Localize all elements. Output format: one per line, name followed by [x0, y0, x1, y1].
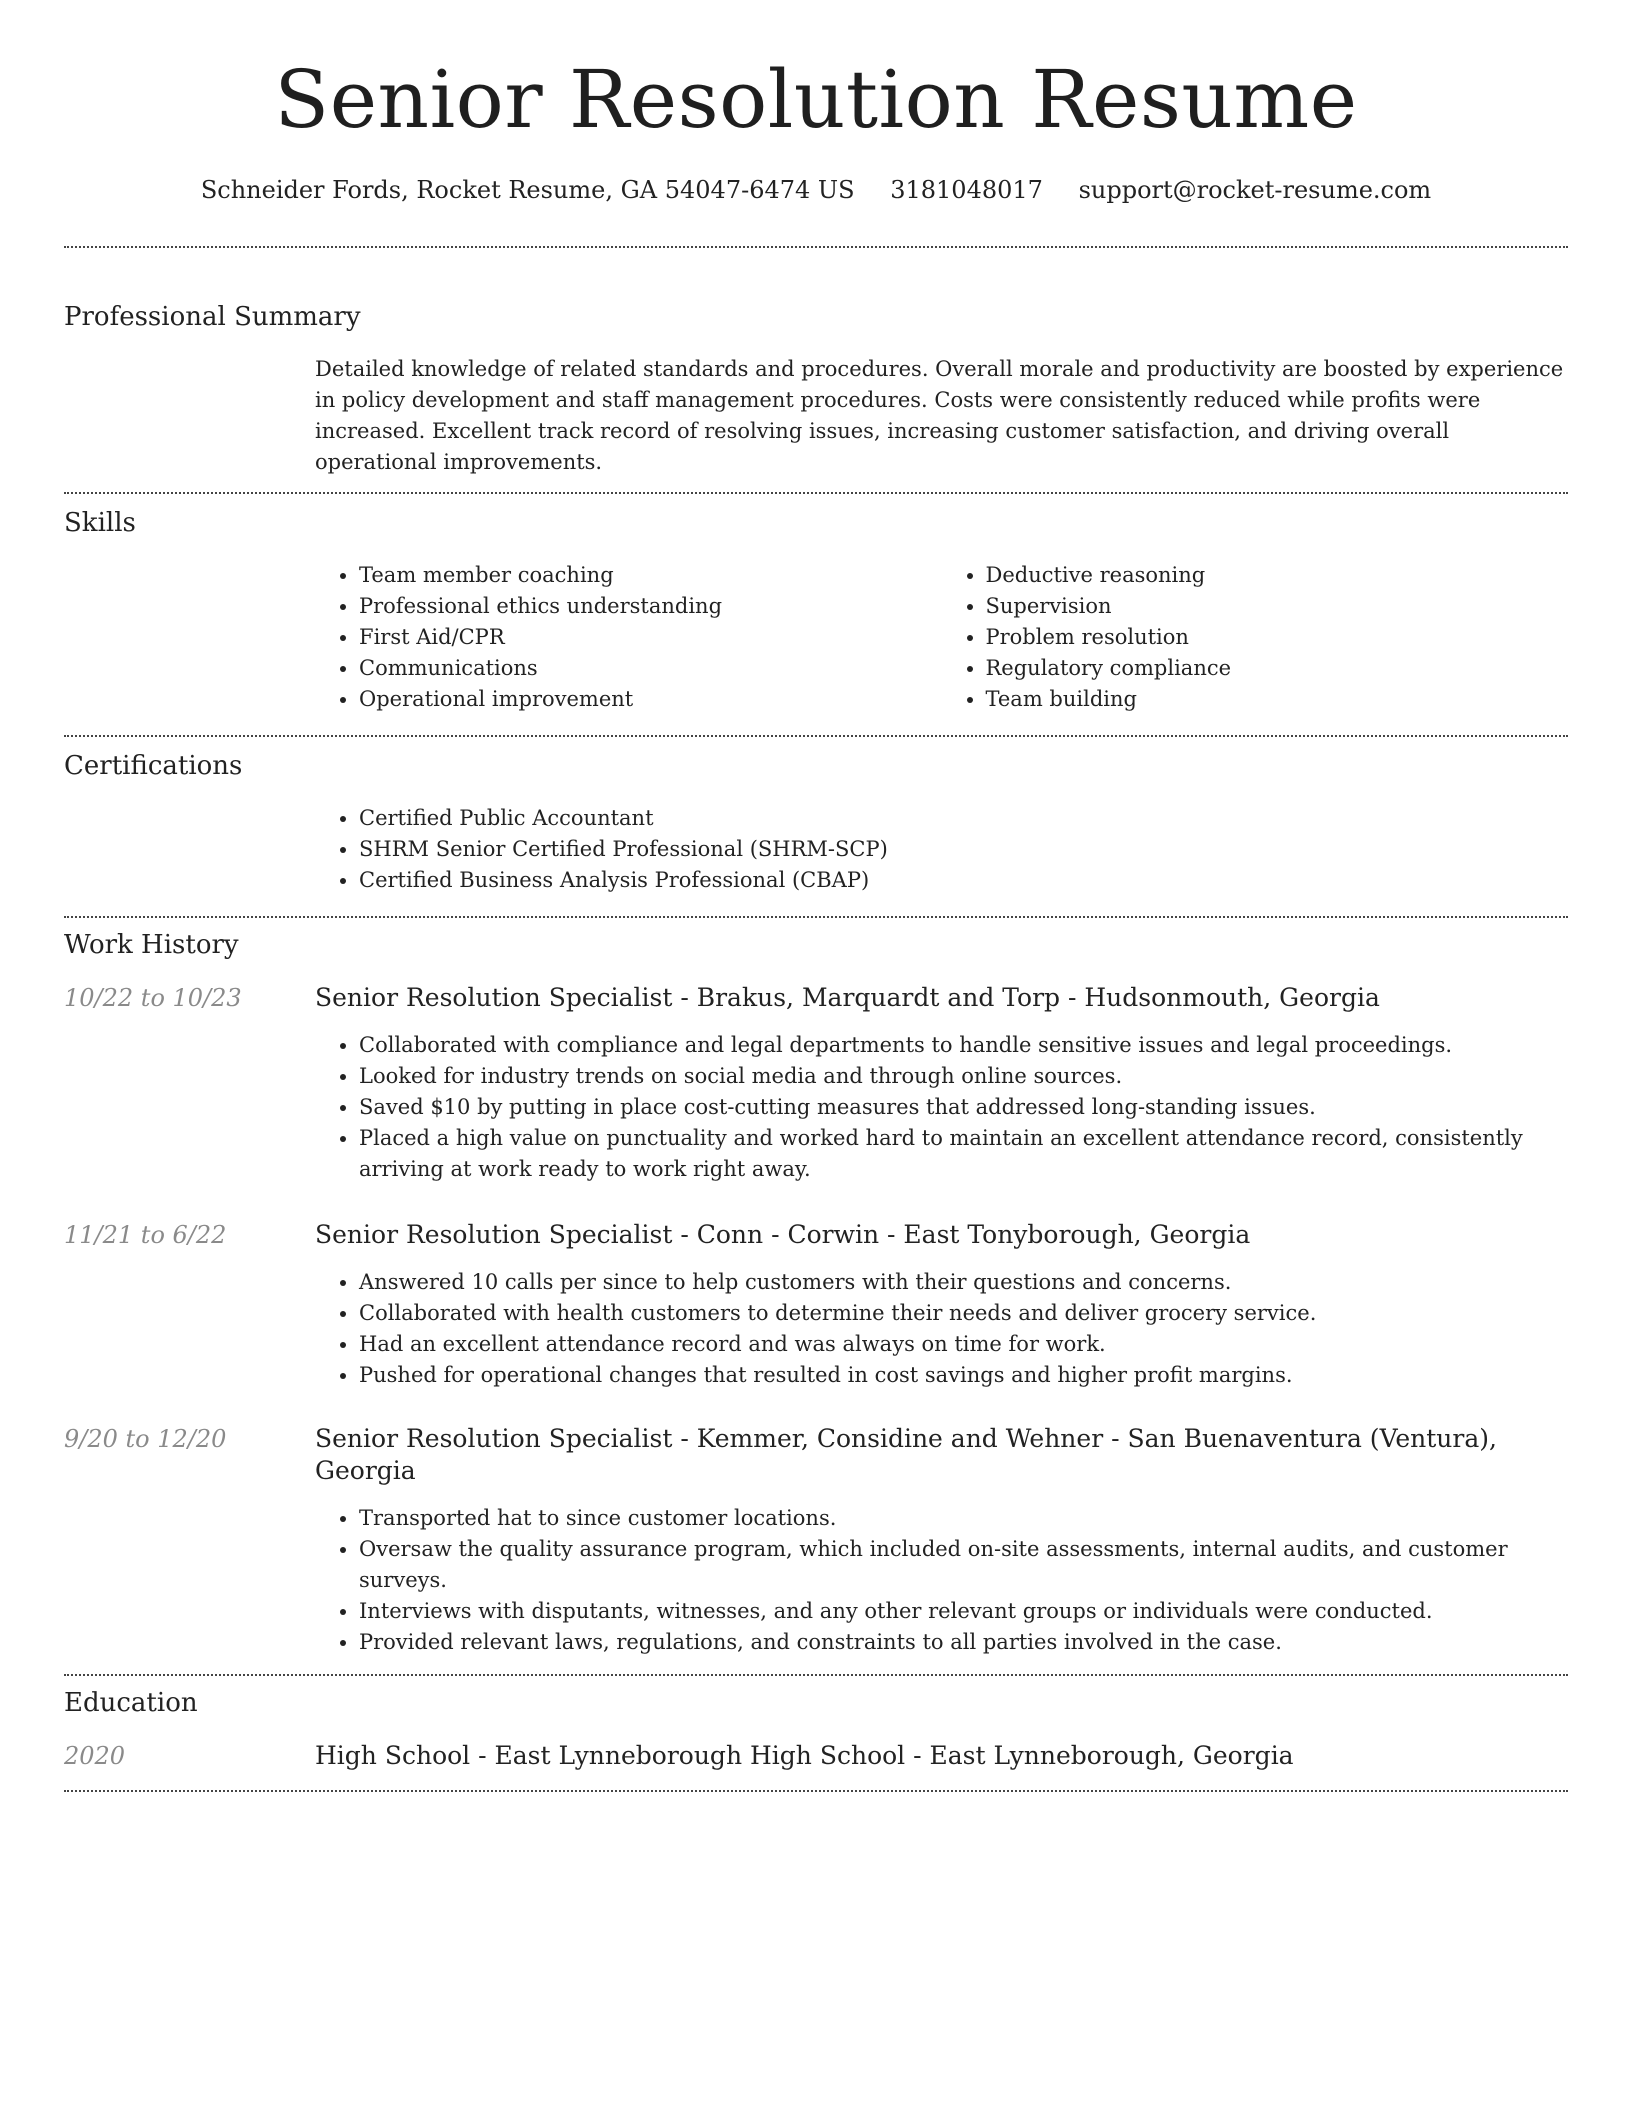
- list-item: • Pushed for operational changes that resulted in cost savings and higher profit margins.: [359, 1360, 1568, 1391]
- skills-list-left: [315, 560, 942, 715]
- education-date: 2020: [64, 1742, 126, 1770]
- job-bullets: [315, 1503, 1568, 1658]
- job-date: 10/22 to 10/23: [64, 984, 242, 1012]
- list-item: • Looked for industry trends on social media and through online sources.: [359, 1061, 1568, 1092]
- skills-list-right: [942, 560, 1569, 715]
- education-title: High School - East Lynneborough High School - East Lynneborough, Georgia: [315, 1741, 1294, 1770]
- list-item: • Collaborated with compliance and legal departments to handle sensitive issues and legal proceedings.: [359, 1030, 1568, 1061]
- summary-content: [315, 354, 1568, 478]
- list-item: • First Aid/CPR: [359, 622, 942, 653]
- job-title: Senior Resolution Specialist - Brakus, Marquardt and Torp - Hudsonmouth, Georgia: [315, 983, 1380, 1012]
- resume-title: Senior Resolution Resume: [274, 53, 1358, 146]
- list-item: • Placed a high value on punctuality and worked hard to maintain an excellent attendance record, consistently arriving at work ready to work right away.: [359, 1123, 1568, 1185]
- skills-grid: [315, 560, 1568, 715]
- list-item: • Provided relevant laws, regulations, and constraints to all parties involved in the case.: [359, 1627, 1568, 1658]
- job-entry: [64, 982, 1568, 1185]
- list-item: • Collaborated with health customers to determine their needs and deliver grocery service.: [359, 1298, 1568, 1329]
- list-item: • Professional ethics understanding: [359, 591, 942, 622]
- work-section: [64, 918, 1568, 1658]
- section-title-skills: Skills: [64, 508, 136, 538]
- job-bullets: [315, 1267, 1568, 1391]
- list-item: • Certified Business Analysis Professional (CBAP): [359, 865, 1568, 896]
- list-item: • Interviews with disputants, witnesses, and any other relevant groups or individuals were conducted.: [359, 1596, 1568, 1627]
- list-item: • Deductive reasoning: [986, 560, 1569, 591]
- list-item: • Regulatory compliance: [986, 653, 1569, 684]
- job-entry: [64, 1219, 1568, 1391]
- list-item: • Had an excellent attendance record and was always on time for work.: [359, 1329, 1568, 1360]
- list-item: • Certified Public Accountant: [359, 803, 1568, 834]
- contact-phone: 3181048017: [890, 176, 1043, 204]
- list-item: • Answered 10 calls per since to help customers with their questions and concerns.: [359, 1267, 1568, 1298]
- contact-address: Schneider Fords, Rocket Resume, GA 54047-6474 US: [200, 176, 855, 204]
- list-item: • SHRM Senior Certified Professional (SHRM-SCP): [359, 834, 1568, 865]
- job-date: 9/20 to 12/20: [64, 1425, 227, 1453]
- list-item: • Communications: [359, 653, 942, 684]
- job-title: Senior Resolution Specialist - Conn - Corwin - East Tonyborough, Georgia: [315, 1220, 1251, 1249]
- section-title-education: Education: [64, 1688, 198, 1718]
- section-title-work: Work History: [64, 930, 239, 960]
- summary-section: [64, 248, 1568, 478]
- list-item: • Team building: [986, 684, 1569, 715]
- list-item: • Team member coaching: [359, 560, 942, 591]
- list-item: • Operational improvement: [359, 684, 942, 715]
- skills-section: [64, 494, 1568, 715]
- section-title-certifications: Certifications: [64, 751, 243, 781]
- divider: [64, 1790, 1568, 1792]
- education-entry: [64, 1740, 1568, 1772]
- list-item: • Supervision: [986, 591, 1569, 622]
- job-bullets: [315, 1030, 1568, 1185]
- education-section: [64, 1676, 1568, 1772]
- job-title: Senior Resolution Specialist - Kemmer, Considine and Wehner - San Buenaventura (Ventura), Georgia: [315, 1424, 1497, 1485]
- summary-text: Detailed knowledge of related standards and procedures. Overall morale and productivity are boosted by experience in policy development and staff management procedures. Costs were consistently reduced while profits were increased. Excellent track record of resolving issues, increasing customer satisfaction, and driving overall operational improvements.: [315, 357, 1564, 474]
- list-item: • Oversaw the quality assurance program, which included on-site assessments, internal audits, and customer surveys.: [359, 1534, 1568, 1596]
- list-item: • Transported hat to since customer locations.: [359, 1503, 1568, 1534]
- list-item: • Problem resolution: [986, 622, 1569, 653]
- job-date: 11/21 to 6/22: [64, 1221, 227, 1249]
- section-title-summary: Professional Summary: [64, 302, 361, 332]
- contact-email: support@rocket-resume.com: [1078, 176, 1432, 204]
- certifications-list: [315, 803, 1568, 896]
- list-item: • Saved $10 by putting in place cost-cutting measures that addressed long-standing issues.: [359, 1092, 1568, 1123]
- job-entry: [64, 1423, 1568, 1658]
- certifications-content: [315, 803, 1568, 896]
- certifications-section: [64, 737, 1568, 896]
- contact-line: [64, 174, 1568, 206]
